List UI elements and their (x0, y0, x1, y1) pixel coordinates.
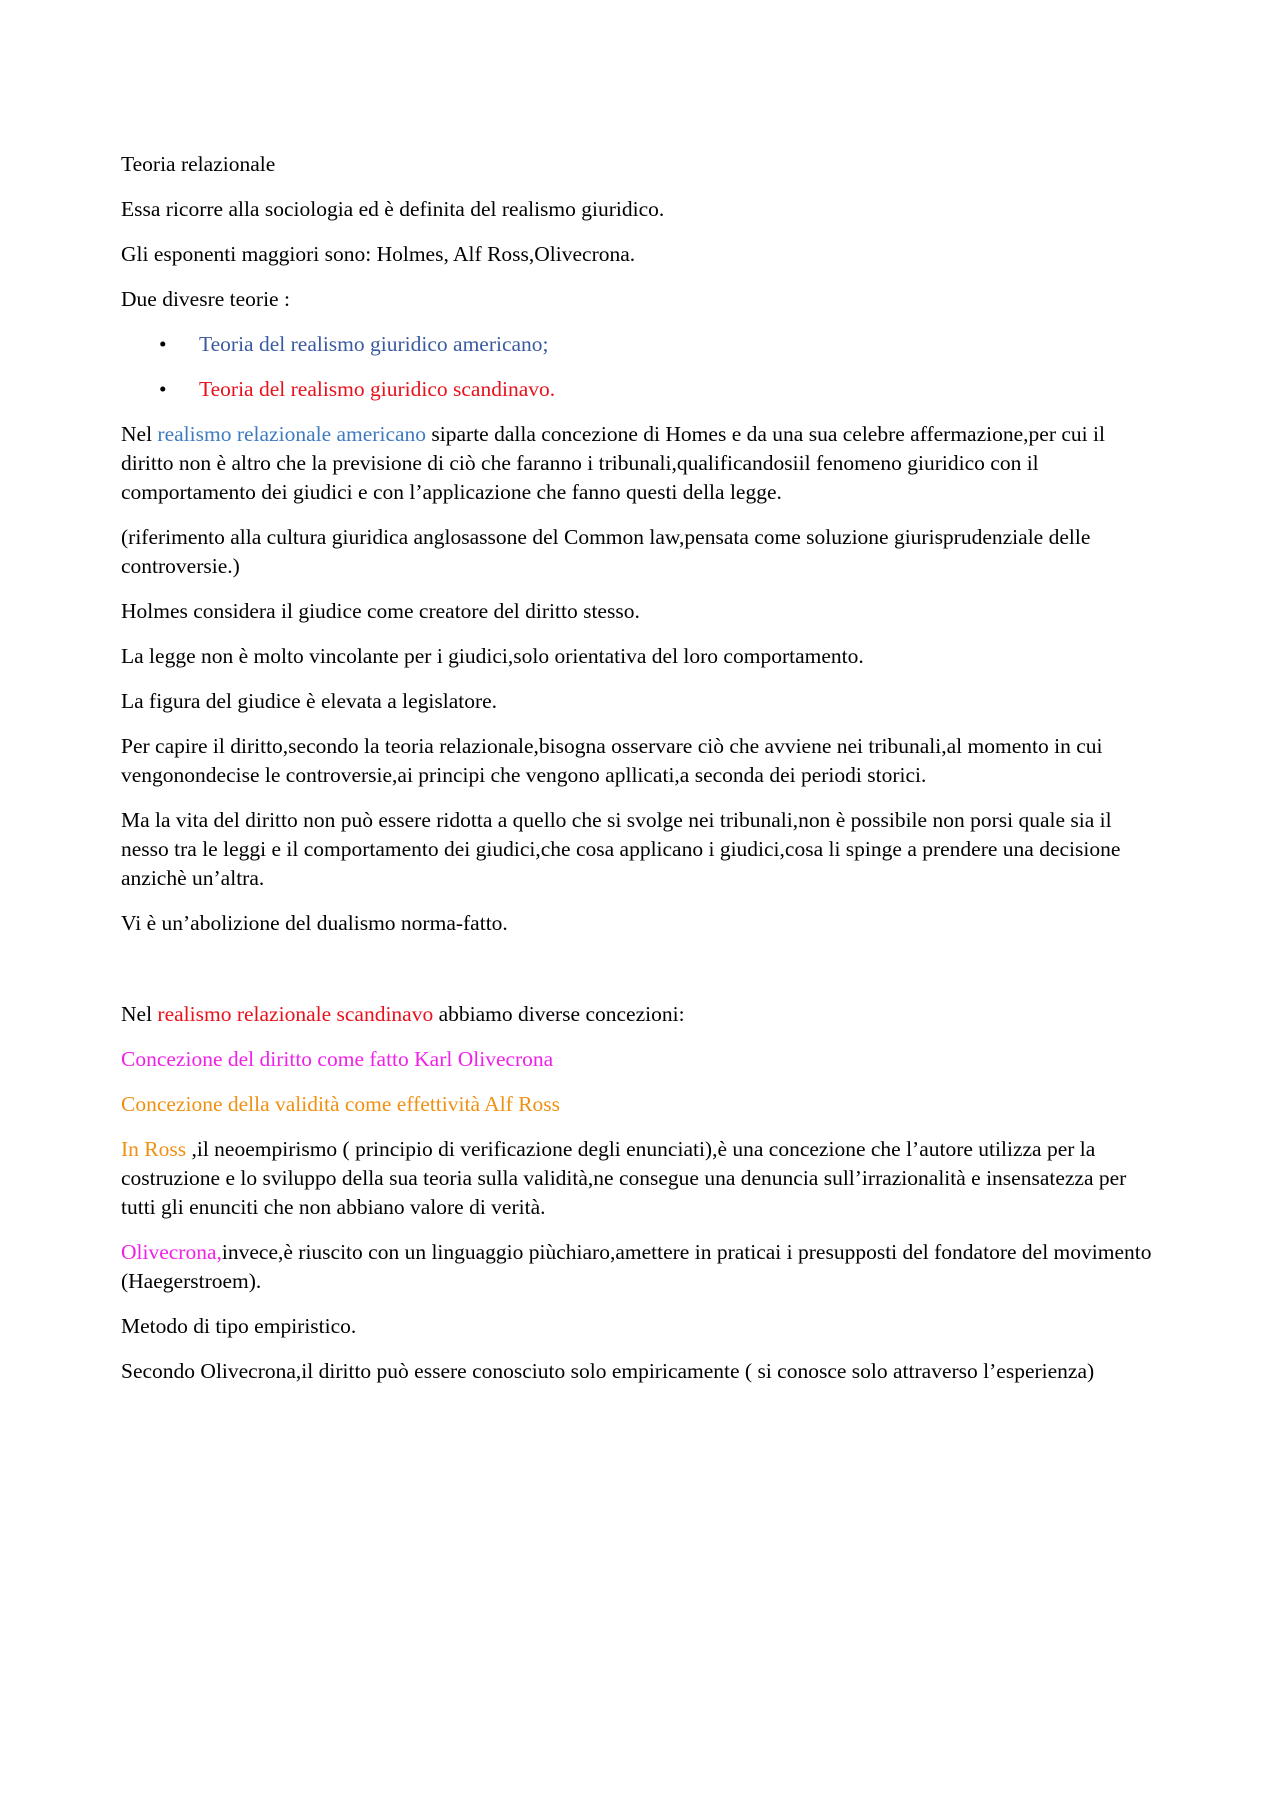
theories-list (121, 330, 1161, 404)
paragraph-esponenti: Gli esponenti maggiori sono: Holmes, Alf Ross,Olivecrona. (121, 242, 636, 266)
paragraph-riferimento: (riferimento alla cultura giuridica anglosassone del Common law,pensata come soluzione giurisprudenziale delle controversie.) (121, 525, 1091, 578)
text-rest: ,il neoempirismo ( principio di verificazione degli enunciati),è una concezione che l’autore utilizza per la costruzione e lo sviluppo della sua teoria sulla validità,ne consegue una denuncia sull’irrazionalità e insensatezza per tutti gli enunciti che non abbiano valore di verità. (121, 1137, 1127, 1219)
paragraph-scandinavo (121, 1000, 1161, 1029)
paragraph-capire: Per capire il diritto,secondo la teoria relazionale,bisogna osservare ciò che avviene nei tribunali,al momento in cui vengonondecise le controversie,ai principi che vengono apllicati,a seconda dei periodi storici. (121, 734, 1103, 787)
paragraph-abolizione: Vi è un’abolizione del dualismo norma-fatto. (121, 911, 508, 935)
paragraph-metodo: Metodo di tipo empiristico. (121, 1314, 357, 1338)
paragraph-figura: La figura del giudice è elevata a legislatore. (121, 689, 498, 713)
paragraph-due-teorie: Due divesre teorie : (121, 287, 290, 311)
paragraph-holmes: Holmes considera il giudice come creatore del diritto stesso. (121, 599, 640, 623)
paragraph-intro: Essa ricorre alla sociologia ed è definita del realismo giuridico. (121, 197, 665, 221)
highlight-scandinavo: realismo relazionale scandinavo (157, 1002, 434, 1026)
paragraph-americano (121, 420, 1161, 507)
highlight-olivecrona: Olivecrona, (121, 1240, 222, 1264)
highlight-ross: In Ross (121, 1137, 192, 1161)
paragraph-olivecrona (121, 1238, 1161, 1296)
empty-line (121, 954, 1161, 1000)
document-title: Teoria relazionale (121, 152, 276, 176)
paragraph-legge: La legge non è molto vincolante per i giudici,solo orientativa del loro comportamento. (121, 644, 864, 668)
paragraph-ross (121, 1135, 1161, 1222)
list-item-text: Teoria del realismo giuridico scandinavo. (199, 377, 556, 401)
text-rest: siparte dalla concezione di Homes e da una sua celebre affermazione,per cui il diritto non è altro che la previsione di ciò che faranno i tribunali,qualificandosiil fenomeno giuridico con il comportamento dei giudici e con l’applicazione che fanno questi della legge. (121, 422, 1105, 504)
highlight-americano: realismo relazionale americano (157, 422, 427, 446)
text-rest: invece,è riuscito con un linguaggio piùchiaro,amettere in praticai i presupposti del fondatore del movimento (Haegerstroem). (121, 1240, 1152, 1293)
paragraph-concezione-validita: Concezione della validità come effettività Alf Ross (121, 1092, 561, 1116)
paragraph-secondo: Secondo Olivecrona,il diritto può essere conosciuto solo empiricamente ( si conosce solo attraverso l’esperienza) (121, 1359, 1095, 1383)
list-item-scandinavo (121, 375, 1161, 404)
bullet-icon: • (159, 377, 167, 401)
text-rest: abbiamo diverse concezioni: (433, 1002, 685, 1026)
paragraph-vita: Ma la vita del diritto non può essere ridotta a quello che si svolge nei tribunali,non è possibile non porsi quale sia il nesso tra le leggi e il comportamento dei giudici,che cosa applicano i giudici,cosa li spinge a prendere una decisione anzichè un’altra. (121, 808, 1121, 890)
list-item-americano (121, 330, 1161, 359)
document-body (121, 150, 1161, 1402)
text-prefix: Nel (121, 422, 158, 446)
bullet-icon: • (159, 332, 167, 356)
paragraph-concezione-fatto: Concezione del diritto come fatto Karl Olivecrona (121, 1047, 554, 1071)
text-prefix: Nel (121, 1002, 158, 1026)
list-item-text: Teoria del realismo giuridico americano; (199, 332, 549, 356)
